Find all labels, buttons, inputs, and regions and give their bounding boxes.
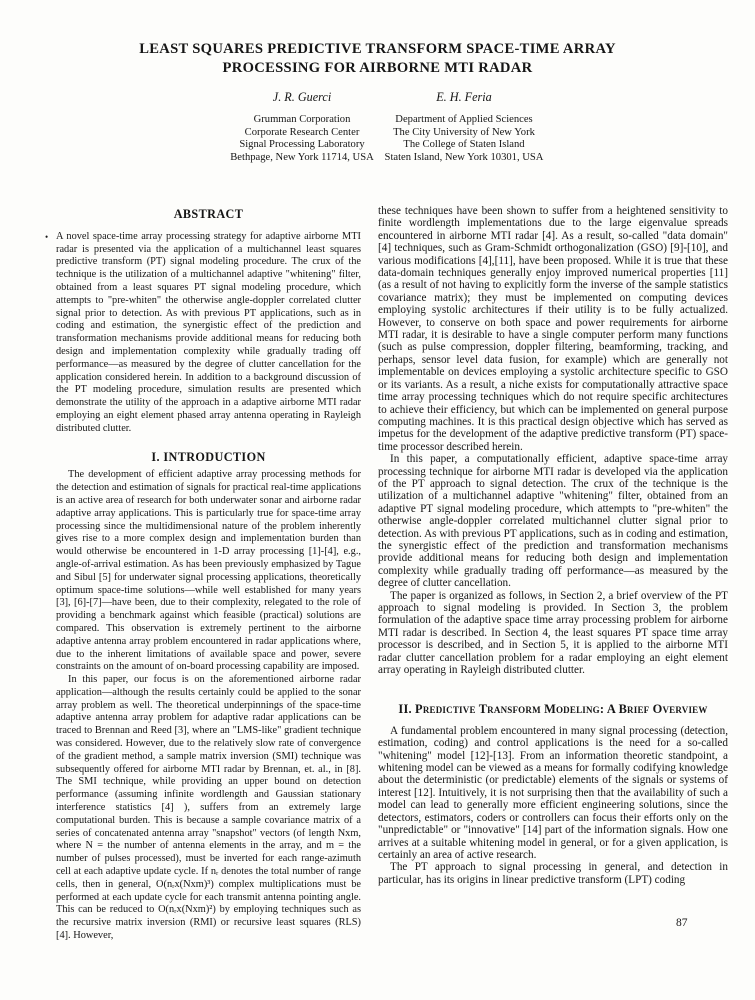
abstract-heading: ABSTRACT — [173, 207, 244, 221]
author-name: J. R. Guerci — [272, 90, 332, 104]
affiliation-line: The College of Staten Island — [403, 139, 525, 151]
affiliation-line: Corporate Research Center — [244, 126, 360, 138]
abstract-paragraph — [45, 230, 361, 436]
affiliation-line: Signal Processing Laboratory — [239, 139, 365, 151]
author-block-feria — [320, 90, 608, 164]
left-column — [45, 207, 361, 943]
paper-title-line1: LEAST SQUARES PREDICTIVE TRANSFORM SPACE-TIME ARRAY — [139, 41, 616, 57]
section2-paragraph-1: A fundamental problem encountered in many signal processing (detection, estimation, coding) and control applications is the need for a so-called "whitening" model [12]-[13]. From an information theoretic standpoint, a whitening model can be viewed as a means for formally codifying knowledge about the deterministic (or predictable) elements of the signals or systems of interest [12]. Intuitively, it is not surprising then that the availability of such a model can lead to generally more efficient engineering solutions, since the detectors, estimators, coders or controllers can focus their efforts only on the "unpredictable" or "innovative" [14] part of the information signals. How one arrives at a suitable whitening model in general, or for a given application, is certainly an area of active research. — [378, 724, 728, 861]
introduction-heading: I. INTRODUCTION — [151, 449, 266, 464]
affiliation-line: The City University of New York — [393, 126, 535, 138]
section2-paragraph-2: The PT approach to signal processing in general, and detection in particular, has its origins in linear predictive transform (LPT) coding — [378, 861, 728, 886]
margin-bullet-mark: • — [45, 231, 49, 242]
paper-title-line2: PROCESSING FOR AIRBORNE MTI RADAR — [222, 60, 533, 76]
introduction-continuation: these techniques have been shown to suffer from a heightened sensitivity to finite wordlength implementations due to the large eigenvalue spreads encountered in airborne MTI radar [4]. As a result, so-called "data domain" [4] techniques, such as Gram-Schmidt orthogonalization (GSO) [9]-[10], and various modifications [4],[11], have been proposed. While it is true that these data-domain techniques generally enjoy improved numerical properties [11] (as a result of not having to explicitly form the inverse of the sample statistics covariance matrix); they must be implemented on computing devices employing systolic architectures if their utility is to be fully actualized. However, to conserve on both space and power requirements for airborne MTI radar, it is desirable to have a single computer perform many functions (such as pulse compression, doppler filtering, beamforming, tracking, and perhaps, sensor level data fusion, for example) which are generally not implementable on devices employing a systolic architecture specific to GSO or its variants. As a result, a niche exists for computationally attractive space time array processing techniques which do not require specific architectures to achieve their efficiency, but which can be implemented on general purpose computing machines. It is this practical design objective which has served as impetus for the development of the adaptive predictive transform (PT) space-time processor described herein. — [378, 205, 728, 453]
affiliation-line: Bethpage, New York 11714, USA — [230, 151, 374, 163]
affiliation-line: Department of Applied Sciences — [395, 114, 533, 125]
right-column-paragraph-3: The paper is organized as follows, in Section 2, a brief overview of the PT approach to signal modeling is provided. In Section 3, the problem formulation of the adaptive space time array processing problem for airborne MTI radar is described. In Section 4, the least squares PT space time array processor is described, and in Section 5, it is applied to the airborne MTI radar clutter cancellation problem for a radar employing an eight element array operating in Rayleigh distributed clutter. — [378, 589, 728, 677]
right-column — [378, 205, 728, 886]
affiliation-line: Staten Island, New York 10301, USA — [384, 151, 544, 163]
abstract-text: A novel space-time array processing strategy for adaptive airborne MTI radar is presented via the application of a multichannel least squares predictive transform (PT) signal modeling procedure. The crux of the technique is the utilization of a multichannel adaptive "whitening" filter, obtained from a least squares PT signal modeling procedure, which attempts to "pre-whiten" the otherwise angle-doppler correlated clutter signal prior to detection. As with previous PT applications, such as in coding and estimation, the synergistic effect of the prediction and transformation mechanisms provide additional means for reducing both design and implementation complexity while gradually trading off performance—as measured by the degree of clutter cancellation for the application considered herein. In addition to a background discussion of the PT modeling procedure, simulation results are presented which demonstrate the utility of the approach in a adaptive airborne MTI radar employing an eight element phased array antenna operating in Rayleigh distributed clutter. — [56, 230, 361, 434]
introduction-paragraph-1: The development of efficient adaptive array processing methods for the detection and estimation of signals for practical real-time applications is an active area of research for both underwater sonar and airborne radar adaptive array applications. This is particularly true for space-time array processing since the multidimensional nature of the problem inherently gives rise to a more complex design and implementation burden than would otherwise be encountered in 1-D array processing [1]-[4], e.g., angle-of-arrival estimation. As has been previously emphasized by Tague and Sibul [5] for underwater signal processing applications, theoretically optimum space-time solutions—while well established for many years [3], [6]-[7]—have been, due to their complexity, relegated to the role of providing a benchmark against which feasible (practical) solutions are compared. This observation is extremely pertinent to the airborne adaptive antenna array problem encountered in radar applications where, due to the inherent limitations of available space and power, severe constraints on the amount of on-board processing capability are imposed. — [56, 469, 361, 673]
author-name: E. H. Feria — [436, 90, 492, 104]
section2-heading: II. Predictive Transform Modeling: A Brief Overview — [398, 702, 708, 717]
affiliation-line: Grumman Corporation — [253, 114, 351, 125]
right-column-paragraph-2: In this paper, a computationally efficient, adaptive space-time array processing technique for airborne MTI radar is developed via the application of the PT approach to signal detection. The crux of the technique is the utilization of a multichannel adaptive "whitening" filter, obtained from an adaptive PT signal modeling procedure, which attempts to "pre-whiten" the otherwise angle-doppler correlated multichannel clutter signal prior to detection. As with previous PT applications, such as in coding and estimation, the synergistic effect of the prediction and transformation mechanisms provide additional means for reducing both design and implementation complexity while gradually trading off performance—as measured by the degree of clutter cancellation. — [378, 453, 728, 590]
paper-title — [0, 40, 755, 78]
introduction-paragraph-2: In this paper, our focus is on the aforementioned airborne radar application—although the results certainly could be applied to the sonar array problem as well. The theoretical underpinnings of the space-time adaptive antenna array problem for adaptive radar applications can be traced to Brennan and Reed [3], where an "LMS-like" gradient technique was considered. However, due to the relatively slow rate of convergence of the gradient method, a sample matrix inversion (SMI) technique was subsequently offered for airborne MTI radar by Brennan, et. al., in [8]. The SMI technique, while providing an upper bound on detection performance (assuming infinite wordlength and Gaussian stationary interference statistics [4] ), suffers from an extremely large computational burden. This is because a sample covariance matrix of a series of concatenated antenna array "snapshot" vectors (of length Nxm, where N = the number of antenna elements in the array, and m = the number of pulses processed), must be inverted for each range-azimuth cell at each adaptive update cycle. If nᵣ denotes the total number of range cells, then in general, O(nᵣx(Nxm)³) complex multiplications must be performed at each update cycle for each transmit antenna pointing angle. This can be reduced to O(nᵣx(Nxm)²) by employing techniques such as the recursive matrix inversion (RMI) or recursive least squares (RLS) [4]. However, — [56, 674, 361, 942]
page-number: 87 — [676, 917, 688, 929]
